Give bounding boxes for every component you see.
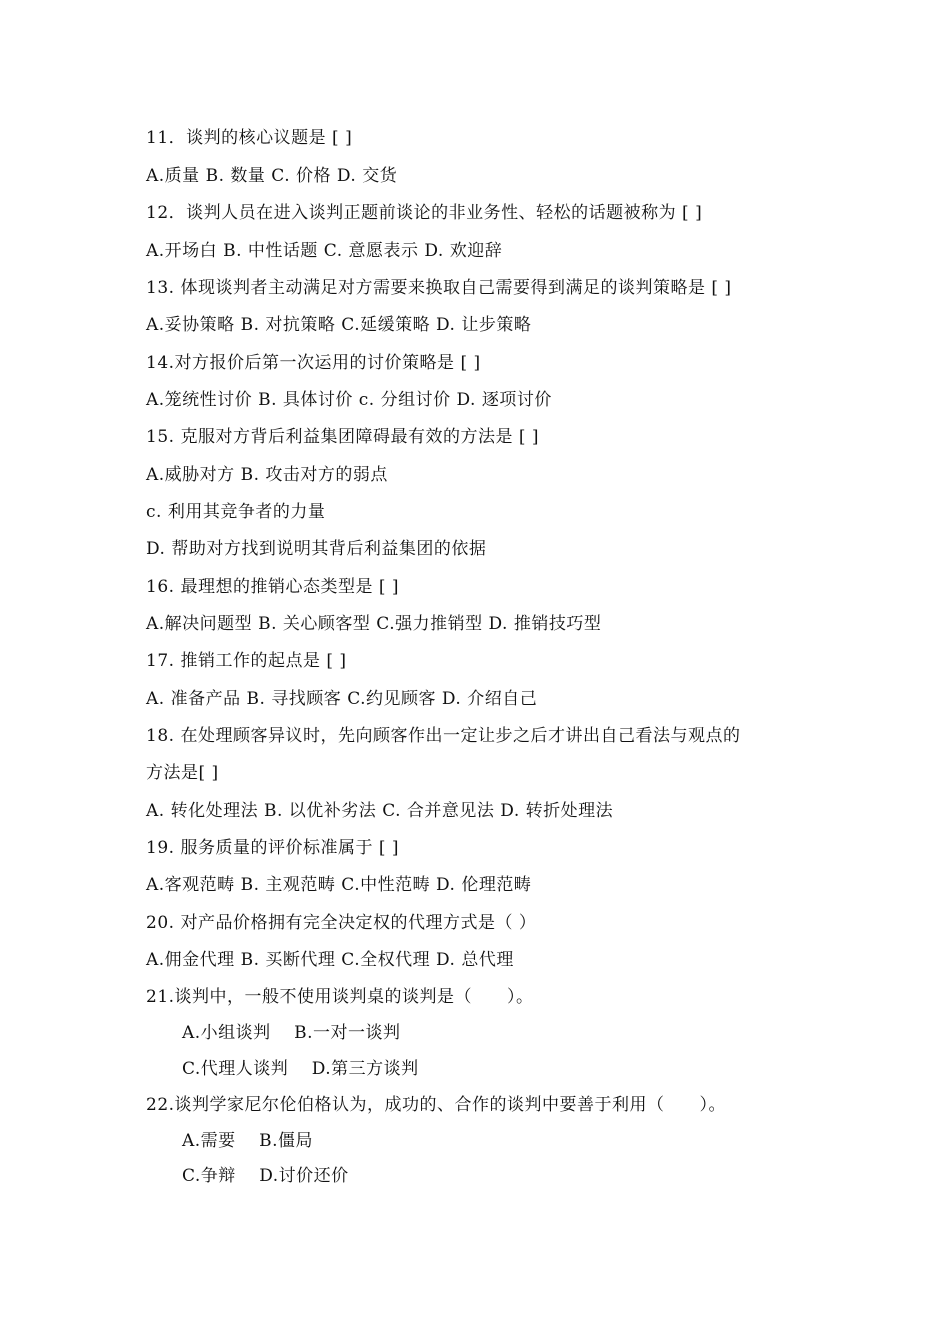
question-16: 16. 最理想的推销心态类型是 [ ] (146, 577, 400, 597)
options-13: A.妥协策略 B. 对抗策略 C.延缓策略 D. 让步策略 (146, 315, 532, 335)
question-21: 21.谈判中，一般不使用谈判桌的谈判是（ ）。 (146, 987, 534, 1007)
question-18: 18. 在处理顾客异议时，先向顾客作出一定让步之后才讲出自己看法与观点的 (146, 726, 741, 746)
question-12: 12．谈判人员在进入谈判正题前谈论的非业务性、轻松的话题被称为 [ ] (146, 203, 703, 223)
options-14: A.笼统性讨价 B. 具体讨价 c. 分组讨价 D. 逐项讨价 (146, 390, 552, 410)
options-15-d: D. 帮助对方找到说明其背后利益集团的依据 (146, 539, 487, 559)
question-22: 22.谈判学家尼尔伦伯格认为，成功的、合作的谈判中要善于利用（ ）。 (146, 1095, 727, 1115)
options-20: A.佣金代理 B. 买断代理 C.全权代理 D. 总代理 (146, 950, 514, 970)
question-17: 17. 推销工作的起点是 [ ] (146, 651, 347, 671)
options-21-cd: C.代理人谈判 D.第三方谈判 (182, 1059, 419, 1079)
question-14: 14.对方报价后第一次运用的讨价策略是 [ ] (146, 353, 481, 373)
question-13: 13. 体现谈判者主动满足对方需要来换取自己需要得到满足的谈判策略是 [ ] (146, 278, 732, 298)
options-15-c: c. 利用其竞争者的力量 (146, 502, 326, 522)
options-21-ab: A.小组谈判 B.一对一谈判 (182, 1023, 401, 1043)
options-12: A.开场白 B. 中性话题 C. 意愿表示 D. 欢迎辞 (146, 241, 503, 261)
options-15-ab: A.威胁对方 B. 攻击对方的弱点 (146, 465, 388, 485)
options-16: A.解决问题型 B. 关心顾客型 C.强力推销型 D. 推销技巧型 (146, 614, 602, 634)
options-19: A.客观范畴 B. 主观范畴 C.中性范畴 D. 伦理范畴 (146, 875, 532, 895)
options-18: A. 转化处理法 B. 以优补劣法 C. 合并意见法 D. 转折处理法 (146, 801, 614, 821)
options-22-ab: A.需要 B.僵局 (182, 1131, 313, 1151)
options-22-cd: C.争辩 D.讨价还价 (182, 1166, 349, 1186)
question-11: 11．谈判的核心议题是 [ ] (146, 128, 353, 148)
options-17: A. 准备产品 B. 寻找顾客 C.约见顾客 D. 介绍自己 (146, 689, 538, 709)
question-20: 20. 对产品价格拥有完全决定权的代理方式是（ ） (146, 913, 537, 933)
question-19: 19. 服务质量的评价标准属于 [ ] (146, 838, 400, 858)
question-18-cont: 方法是[ ] (146, 763, 219, 783)
options-11: A.质量 B. 数量 C. 价格 D. 交货 (146, 166, 398, 186)
question-15: 15. 克服对方背后利益集团障碍最有效的方法是 [ ] (146, 427, 540, 447)
